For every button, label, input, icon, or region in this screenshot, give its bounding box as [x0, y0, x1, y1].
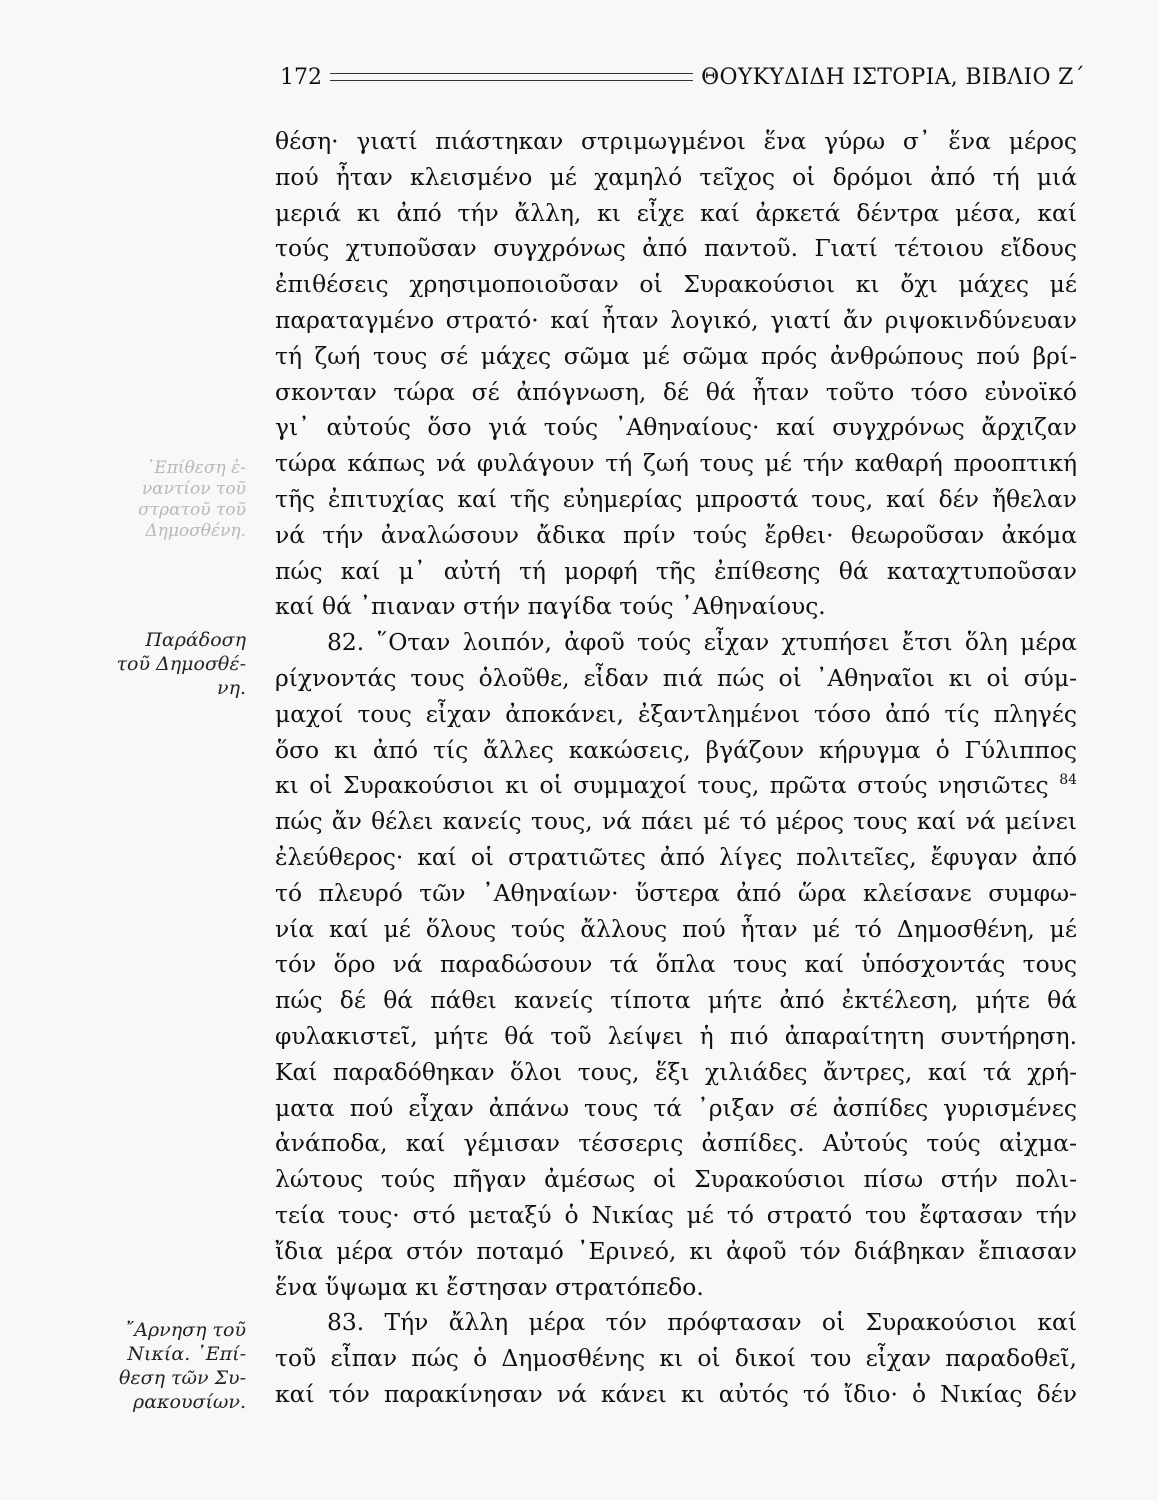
text-line: ἐπιθέσεις χρησιμοποιοῦσαν οἱ Συρακούσιοι κι ὄχι μάχες μέ — [275, 270, 1077, 299]
text-line: τή ζωή τους σέ μάχες σῶμα μέ σῶμα πρός ἀνθρώπους πού βρί- — [275, 341, 1077, 370]
margin-note-line: νη. — [217, 677, 246, 699]
running-title: ΘΟΥΚΥΔΙΔΗ ΙΣΤΟΡΙΑ, ΒΙΒΛΙΟ Ζ΄ — [701, 64, 1085, 90]
margin-note-line: Παράδοση — [145, 629, 246, 651]
text-line: καί τόν παρακίνησαν νά κάνει κι αὐτός τό ἴδιο· ὁ Νικίας δέν — [275, 1379, 1077, 1408]
text-line: πού ἦταν κλεισμένο μέ χαμηλό τεῖχος οἱ δρόμοι ἀπό τή μιά — [275, 162, 1077, 191]
header-double-rule — [330, 73, 693, 81]
bleed-through-line: ᾿Επίθεση ἐ- — [145, 458, 246, 478]
text-line: πώς ἄν θέλει κανείς τους, νά πάει μέ τό μέρος τους καί νά μείνει — [275, 807, 1077, 836]
bleed-through-line: ναντίον τοῦ — [141, 479, 246, 499]
text-line: τώρα κάπως νά φυλάγουν τή ζωή τους μέ τήν καθαρή προοπτική — [275, 449, 1077, 478]
section-82-start: 82. ῞Οταν λοιπόν, ἀφοῦ τούς εἶχαν χτυπήσει ἔτσι ὅλη μέρα — [327, 628, 1077, 657]
text-line: τούς χτυποῦσαν συγχρόνως ἀπό παντοῦ. Γιατί τέτοιου εἴδους — [275, 234, 1077, 263]
text-line: φυλακιστεῖ, μήτε θά τοῦ λείψει ἡ πιό ἀπαραίτητη συντήρηση. — [275, 1021, 1077, 1050]
margin-note-line: ῎Αρνηση τοῦ — [124, 1319, 246, 1341]
text-line: μεριά κι ἀπό τήν ἄλλη, κι εἶχε καί ἀρκετά δέντρα μέσα, καί — [275, 198, 1077, 227]
margin-note-line: ρακουσίων. — [133, 1391, 246, 1413]
bleed-through-line: Δημοσθένη. — [145, 521, 246, 541]
text-line: τεία τους· στό μεταξύ ὁ Νικίας μέ τό στρατό του ἔφτασαν τήν — [275, 1200, 1077, 1229]
margin-note-arnisi — [119, 1318, 246, 1414]
text-line: ματα πού εἶχαν ἀπάνω τους τά ᾿ριξαν σέ ἀσπίδες γυρισμένες — [275, 1093, 1077, 1122]
bleed-through-margin-note — [138, 458, 246, 542]
margin-note-line: τοῦ Δημοσθέ- — [116, 653, 246, 675]
text-line: θέση· γιατί πιάστηκαν στριμωγμένοι ἕνα γύρω σ᾿ ἕνα μέρος — [275, 127, 1077, 155]
running-header — [280, 62, 1085, 92]
text-line: λώτους τούς πῆγαν ἀμέσως οἱ Συρακούσιοι πίσω στήν πολι- — [275, 1165, 1077, 1194]
text-line: νά τήν ἀναλώσουν ἄδικα πρίν τούς ἔρθει· θεωροῦσαν ἀκόμα — [275, 520, 1077, 549]
paragraph-end-line: καί θά ᾿πιαναν στήν παγίδα τούς ᾿Αθηναίους. — [275, 592, 826, 621]
text-line: πώς δέ θά πάθει κανείς τίποτα μήτε ἀπό ἐκτέλεση, μήτε θά — [275, 986, 1077, 1015]
page-number: 172 — [280, 64, 322, 90]
body-text — [275, 124, 1077, 1413]
text-line: ἀνάποδα, καί γέμισαν τέσσερις ἀσπίδες. Αὐτούς τούς αἰχμα- — [275, 1129, 1077, 1158]
text-line: πώς καί μ᾿ αὐτή τή μορφή τῆς ἐπίθεσης θά καταχτυποῦσαν — [275, 556, 1077, 585]
text-line: ἴδια μέρα στόν ποταμό ᾿Ερινεό, κι ἀφοῦ τόν διάβηκαν ἔπιασαν — [275, 1236, 1077, 1265]
text-line: παραταγμένο στρατό· καί ἦταν λογικό, γιατί ἄν ριψοκινδύνευαν — [275, 305, 1077, 334]
margin-note-line: θεση τῶν Συ- — [118, 1367, 246, 1389]
text-line: νία καί μέ ὅλους τούς ἄλλους πού ἦταν μέ τό Δημοσθένη, μέ — [275, 914, 1077, 943]
text-line: τό πλευρό τῶν ᾿Αθηναίων· ὕστερα ἀπό ὥρα κλείσανε συμφω- — [275, 878, 1077, 907]
text-line: ὅσο κι ἀπό τίς ἄλλες κακώσεις, βγάζουν κήρυγμα ὁ Γύλιππος — [275, 735, 1077, 764]
paragraph-end-line: ἕνα ὕψωμα κι ἔστησαν στρατόπεδο. — [275, 1272, 704, 1301]
text-line: σκονταν τώρα σέ ἀπόγνωση, δέ θά ἦταν τοῦτο τόσο εὐνοϊκό — [275, 377, 1077, 406]
text-line: μαχοί τους εἶχαν ἀποκάνει, ἐξαντλημένοι τόσο ἀπό τίς πληγές — [275, 699, 1077, 728]
text-segment: κι οἱ Συρακούσιοι κι οἱ συμμαχοί τους, πρῶτα στούς νησιῶτες — [275, 771, 1049, 800]
text-line: Καί παραδόθηκαν ὅλοι τους, ἕξι χιλιάδες ἄντρες, καί τά χρή- — [275, 1057, 1077, 1086]
text-line: τόν ὅρο νά παραδώσουν τά ὅπλα τους καί ὑπόσχοντάς τους — [275, 950, 1077, 979]
bleed-through-line: στρατοῦ τοῦ — [138, 500, 246, 520]
text-line: ἐλεύθερος· καί οἱ στρατιῶτες ἀπό λίγες πολιτεῖες, ἔφυγαν ἀπό — [275, 842, 1077, 871]
margin-note-paradosi — [117, 628, 246, 700]
text-line: τοῦ εἶπαν πώς ὁ Δημοσθένης κι οἱ δικοί του εἶχαν παραδοθεῖ, — [275, 1344, 1077, 1373]
footnote-marker[interactable]: 84 — [1059, 772, 1077, 789]
text-line: γι᾿ αὐτούς ὅσο γιά τούς ᾿Αθηναίους· καί συγχρόνως ἄρχιζαν — [275, 413, 1077, 442]
margin-note-line: Νικία. ᾿Επί- — [127, 1343, 246, 1365]
section-83-start: 83. Τήν ἄλλη μέρα τόν πρόφτασαν οἱ Συρακούσιοι καί — [327, 1308, 1077, 1337]
text-line-with-footnote — [275, 768, 1077, 804]
text-line: ρίχνοντάς τους ὁλοῦθε, εἶδαν πιά πώς οἱ ᾿Αθηναῖοι κι οἱ σύμ- — [275, 663, 1077, 692]
text-line: τῆς ἐπιτυχίας καί τῆς εὐημερίας μπροστά τους, καί δέν ἤθελαν — [275, 484, 1077, 513]
